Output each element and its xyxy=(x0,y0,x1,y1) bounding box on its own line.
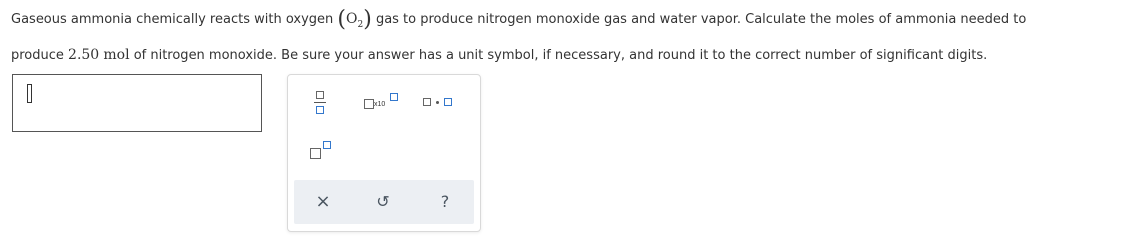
answer-input[interactable] xyxy=(12,74,262,132)
undo-button[interactable] xyxy=(371,190,395,214)
multiply-dot-button[interactable] xyxy=(423,97,455,109)
element-symbol: O xyxy=(345,11,358,27)
close-icon: × xyxy=(315,191,331,212)
amount-value: 2.50 xyxy=(68,47,100,63)
question-part-4: of nitrogen monoxide. Be sure your answer has a unit symbol, if necessary, and round it to the correct number of significant digits. xyxy=(133,48,988,63)
x10-label: x10 xyxy=(374,101,386,108)
math-palette xyxy=(287,74,481,232)
fraction-button[interactable] xyxy=(314,91,328,117)
question-part-1: Gaseous ammonia chemically reacts with oxygen xyxy=(11,12,334,27)
cursor-placeholder-icon xyxy=(27,84,32,103)
paren-open: ( xyxy=(337,7,346,32)
undo-icon: ↺ xyxy=(376,192,390,211)
palette-toolbar xyxy=(294,180,474,224)
question-part-3: produce xyxy=(11,48,64,63)
clear-button[interactable] xyxy=(311,190,335,214)
amount-unit: mol xyxy=(103,47,130,63)
oxygen-formula xyxy=(337,7,372,32)
subscript: 2 xyxy=(357,20,364,30)
help-icon: ? xyxy=(440,192,450,211)
help-button[interactable] xyxy=(433,190,457,214)
scientific-notation-button[interactable] xyxy=(364,91,400,115)
paren-close: ) xyxy=(363,7,372,32)
question-text xyxy=(11,4,1111,71)
superscript-button[interactable] xyxy=(310,141,334,161)
question-part-2: gas to produce nitrogen monoxide gas and water vapor. Calculate the moles of ammonia needed to xyxy=(375,12,1027,27)
